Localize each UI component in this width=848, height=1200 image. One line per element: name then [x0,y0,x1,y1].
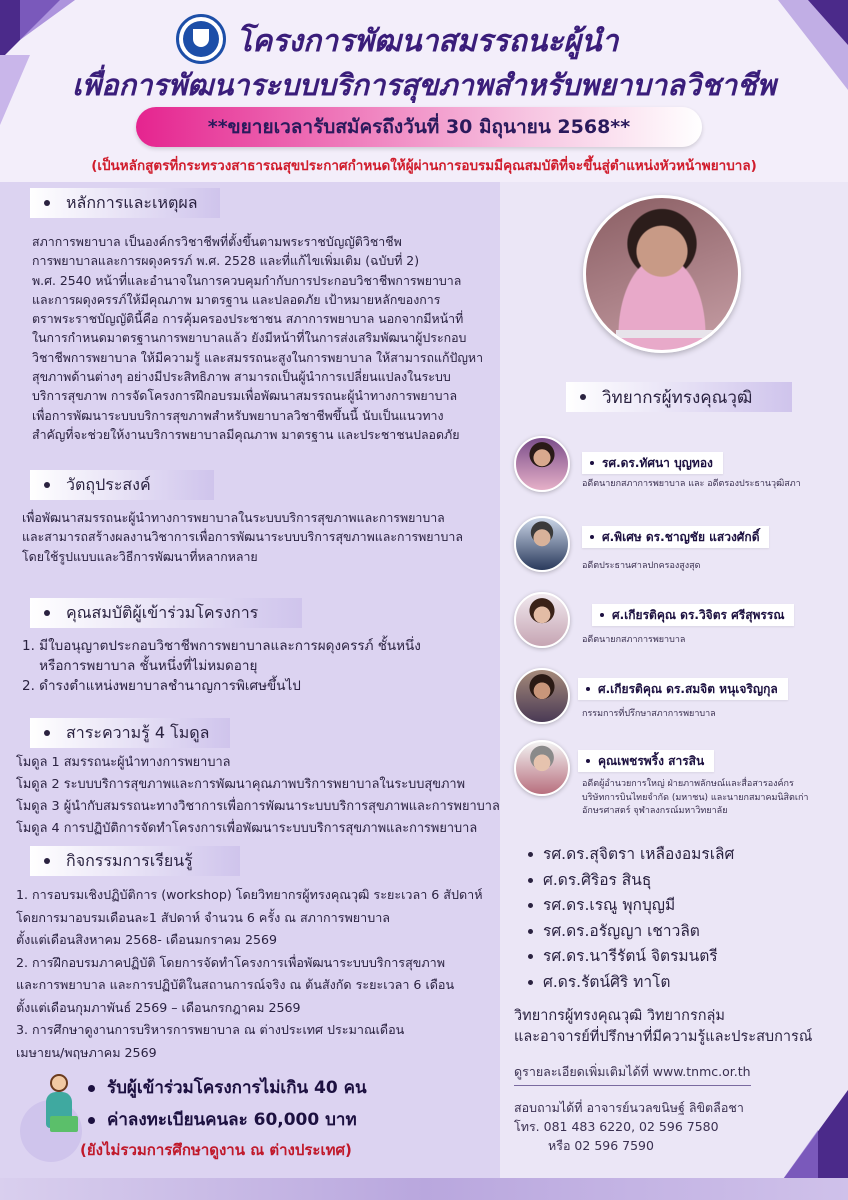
poster-header [0,0,848,180]
enrollment-illustration-icon [20,1072,76,1162]
speaker-photo [514,668,570,724]
speaker-name: รศ.ดร.ทัศนา บุญทอง [582,452,723,474]
bullet-icon [88,1117,95,1124]
list-item: รศ.ดร.อรัญญา เชาวลิต [528,919,734,945]
main-speaker-photo [583,195,741,353]
rationale-text: สภาการพยาบาล เป็นองค์กรวิชาชีพที่ตั้งขึ้นตามพระราชบัญญัติวิชาชีพ การพยาบาลและการผดุงครรภ์ พ.ศ. 2528 และที่แก้ไขเพิ่มเติม (ฉบับที่ 2) พ.ศ. 2540 หน้าที่และอำนาจในการควบคุมกำกับการประกอบวิชาชีพการพยาบาล และการผดุงครรภ์ให้มีคุณภาพ มาตรฐาน และปลอดภัย เป้าหมายหลักของการ ตราพระราชบัญญัตินี้คือ การคุ้มครองประชาชน สภาการพยาบาล นอกจากมีหน้าที่ ในการกำหนดมาตรฐานการพยาบาลแล้ว ยังมีหน้าที่ในการส่งเสริมพัฒนาผู้ประกอบ วิชาชีพการพยาบาล ให้มีความรู้ และสมรรถนะสูงในการพยาบาล ให้สามารถแก้ปัญหา สุขภาพด้านต่างๆ อย่างมีประสิทธิภาพ สามารถเป็นผู้นำการเปลี่ยนแปลงในระบบ บริการสุขภาพ การจัดโครงการฝึกอบรมเพื่อพัฒนาสมรรถนะผู้นำทางการพยาบาล เพื่อการพัฒนาระบบบริการสุขภาพสำหรับพยาบาลวิชาชีพขึ้นนี้ นับเป็นแนวทาง สำคัญที่จะช่วยให้งานบริการพยาบาลมีคุณภาพ มาตรฐาน และประชาชนปลอดภัย [32,234,484,442]
bullet-icon [88,1085,95,1092]
bullet-icon [590,461,594,465]
council-logo-icon [176,14,226,64]
enrollment-fee: ค่าลงทะเบียนคนละ 60,000 บาท [88,1106,357,1133]
bullet-icon [44,610,50,616]
bullet-icon [44,730,50,736]
bullet-icon [44,482,50,488]
speaker-role: อดีตนายกสภาการพยาบาล และ อดีตรองประธานวุฒิสภา [582,479,801,489]
bullet-icon [44,858,50,864]
section-heading-rationale: หลักการและเหตุผล [30,188,220,218]
section-heading-speakers: วิทยากรผู้ทรงคุณวุฒิ [566,382,792,412]
speaker-photo [514,436,570,492]
deadline-extension-banner: **ขยายเวลารับสมัครถึงวันที่ 30 มิถุนายน 2568** [136,107,702,147]
other-speakers-list [528,842,734,995]
enrollment-capacity: รับผู้เข้าร่วมโครงการไม่เกิน 40 คน [88,1074,367,1101]
project-subtitle: เพื่อการพัฒนาระบบบริการสุขภาพสำหรับพยาบาลวิชาชีพ [72,68,776,102]
section-heading-qualifications: คุณสมบัติผู้เข้าร่วมโครงการ [30,598,302,628]
speaker-name: คุณเพชรพริ้ง สารสิน [578,750,714,772]
section-heading-objectives: วัตถุประสงค์ [30,470,214,500]
list-item: รศ.ดร.สุจิตรา เหลืองอมรเลิศ [528,842,734,868]
speaker-name: ศ.เกียรติคุณ ดร.วิจิตร ศรีสุพรรณ [592,604,794,626]
speaker-name: ศ.พิเศษ ดร.ชาญชัย แสวงศักดิ์ [582,526,769,548]
curriculum-note: (เป็นหลักสูตรที่กระทรวงสาธารณสุขประกาศกำหนดให้ผู้ผ่านการอบรมมีคุณสมบัติที่จะขึ้นสู่ตำแหน่งหัวหน้าพยาบาล) [91,158,757,174]
bullet-icon [586,759,590,763]
bullet-icon [586,687,590,691]
speaker-role: อดีตผู้อำนวยการใหญ่ ฝ่ายภาพลักษณ์และสื่อสารองค์กร บริษัทการบินไทยจำกัด (มหาชน) และนายกสมาคมนิสิตเก่า อักษรศาสตร์ จุฬาลงกรณ์มหาวิทยาลัย [582,779,809,816]
list-item: ศ.ดร.รัตน์ศิริ ทาโต [528,970,734,996]
contact-info: สอบถามได้ที่ อาจารย์นวลขนิษฐ์ ลิขิตลือชา โทร. 081 483 6220, 02 596 7580 หรือ 02 596 7590 [514,1100,744,1153]
speaker-photo [514,516,570,572]
section-heading-activities: กิจกรรมการเรียนรู้ [30,846,240,876]
speaker-role: อดีตประธานศาลปกครองสูงสุด [582,561,701,571]
speaker-role: กรรมการที่ปรึกษาสภาการพยาบาล [582,709,716,719]
group-speakers-note: วิทยากรผู้ทรงคุณวุฒิ วิทยากรกลุ่ม และอาจารย์ที่ปรึกษาที่มีความรู้และประสบการณ์ [514,1008,813,1045]
modules-list: โมดูล 1 สมรรถนะผู้นำทางการพยาบาล โมดูล 2 ระบบบริการสุขภาพและการพัฒนาคุณภาพบริการพยาบาลในระบบสุขภาพ โมดูล 3 ผู้นำกับสมรรถนะทางวิชาการเพื่อการพัฒนาระบบบริการสุขภาพและการพยาบาล โมดูล 4 การปฏิบัติการจัดทำโครงการเพื่อพัฒนาระบบบริการสุขภาพและการพยาบาล [16,755,500,836]
list-item: รศ.ดร.เรณู พุกบุญมี [528,893,734,919]
section-heading-modules: สาระความรู้ 4 โมดูล [30,718,230,748]
bullet-icon [580,394,586,400]
objectives-text: เพื่อพัฒนาสมรรถนะผู้นำทางการพยาบาลในระบบบริการสุขภาพและการพยาบาล และสามารถสร้างผลงานวิชาการเพื่อการพัฒนาระบบบริการสุขภาพและการพยาบาล โดยใช้รูปแบบและวิธีการพัฒนาที่หลากหลาย [22,510,463,564]
speaker-photo [514,592,570,648]
bullet-icon [44,200,50,206]
fee-note: (ยังไม่รวมการศึกษาดูงาน ณ ต่างประเทศ) [80,1141,352,1159]
speaker-name: ศ.เกียรติคุณ ดร.สมจิต หนุเจริญกุล [578,678,788,700]
website-link[interactable]: ดูรายละเอียดเพิ่มเติมได้ที่ www.tnmc.or.th [514,1062,751,1086]
speaker-role: อดีตนายกสภาการพยาบาล [582,635,686,645]
project-title: โครงการพัฒนาสมรรถนะผู้นำ [236,24,619,59]
activities-list: 1. การอบรมเชิงปฏิบัติการ (workshop) โดยวิทยากรผู้ทรงคุณวุฒิ ระยะเวลา 6 สัปดาห์ โดยการมาอบรมเดือนละ1 สัปดาห์ จำนวน 6 ครั้ง ณ สภาการพยาบาล ตั้งแต่เดือนสิงหาคม 2568- เดือนมกราคม 2569 2. การฝึกอบรมภาคปฏิบัติ โดยการจัดทำโครงการเพื่อพัฒนาระบบบริการสุขภาพ และการพยาบาล และการปฏิบัติในสถานการณ์จริง ณ ต้นสังกัด ระยะเวลา 6 เดือน ตั้งแต่เดือนกุมภาพันธ์ 2569 – เดือนกรกฎาคม 2569 3. การศึกษาดูงานการบริหารการพยาบาล ณ ต่างประเทศ ประมาณเดือน เมษายน/พฤษภาคม 2569 [16,887,483,1060]
footer-bar [0,1178,848,1200]
list-item: รศ.ดร.นารีรัตน์ จิตรมนตรี [528,944,734,970]
list-item: ศ.ดร.ศิริอร สินธุ [528,868,734,894]
qualifications-list: 1. มีใบอนุญาตประกอบวิชาชีพการพยาบาลและการผดุงครรภ์ ชั้นหนึ่ง หรือการพยาบาล ชั้นหนึ่งที่ไม่หมดอายุ 2. ดำรงตำแหน่งพยาบาลชำนาญการพิเศษขึ้นไป [22,638,421,694]
bullet-icon [590,535,594,539]
speaker-photo [514,740,570,796]
bullet-icon [600,613,604,617]
